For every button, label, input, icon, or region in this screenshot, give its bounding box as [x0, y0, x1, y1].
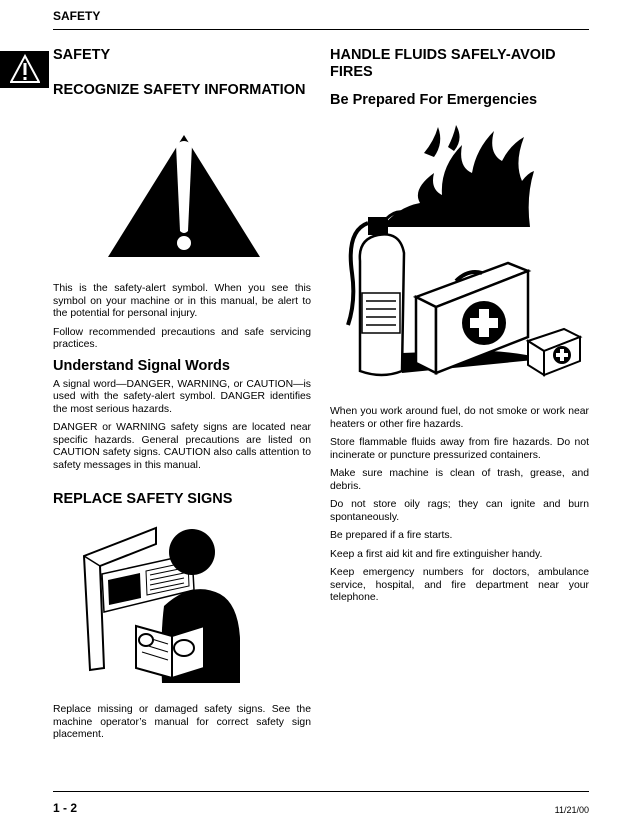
footer-rule — [53, 791, 589, 792]
replace-safety-signs-title: REPLACE SAFETY SIGNS — [53, 491, 233, 507]
emergency-paragraph-3: Make sure machine is clean of trash, grease, and debris. — [330, 468, 589, 492]
signal-paragraph-2: DANGER or WARNING safety signs are located near specific hazards. General precautions are listed on CAUTION safety signs. CAUTION also calls attention to safety messages in this manual. — [53, 422, 311, 471]
replace-paragraph-1: Replace missing or damaged safety signs. See the machine operator’s manual for correct safety sign placement. — [53, 704, 311, 740]
page-number: 1 - 2 — [53, 801, 78, 815]
reading-safety-sign-illustration — [80, 518, 245, 683]
emergency-paragraph-5: Be prepared if a fire starts. — [330, 530, 453, 541]
emergency-paragraph-7: Keep emergency numbers for doctors, ambulance service, hospital, and fire department near your telephone. — [330, 567, 589, 603]
recognize-paragraph-2: Follow recommended precautions and safe servicing practices. — [53, 326, 311, 350]
section-tab — [0, 51, 49, 88]
signal-paragraph-1: A signal word—DANGER, WARNING, or CAUTION—is used with the safety-alert symbol. DANGER identifies the most serious hazards. — [53, 378, 311, 415]
recognize-title: RECOGNIZE SAFETY INFORMATION — [53, 82, 306, 98]
replace-body — [53, 704, 311, 748]
signal-words-title: Understand Signal Words — [53, 357, 230, 374]
recognize-paragraph-1: This is the safety-alert symbol. When you see this symbol on your machine or in this manual, be alert to the potential for personal injury. — [53, 283, 311, 319]
section-title: SAFETY — [53, 47, 111, 63]
emergency-paragraph-4: Do not store oily rags; they can ignite and burn spontaneously. — [330, 499, 589, 523]
right-column — [330, 40, 589, 109]
left-column-body — [53, 283, 311, 478]
emergency-paragraph-6: Keep a first aid kit and fire extinguisher handy. — [330, 548, 543, 560]
header-rule — [53, 29, 589, 30]
safety-alert-symbol-icon — [106, 133, 262, 259]
handle-fluids-title: HANDLE FLUIDS SAFELY-AVOID FIRES — [330, 47, 556, 80]
revision-date: 11/21/00 — [554, 805, 589, 815]
warning-triangle-icon — [10, 54, 40, 84]
emergency-paragraph-2: Store flammable fluids away from fire hazards. Do not incinerate or puncture pressurized containers. — [330, 437, 589, 461]
emergency-paragraph-1: When you work around fuel, do not smoke or work near heaters or other fire hazards. — [330, 406, 589, 430]
replace-section — [53, 491, 311, 508]
be-prepared-title: Be Prepared For Emergencies — [330, 92, 538, 108]
left-column — [53, 40, 311, 99]
emergency-body — [330, 406, 589, 611]
page-header-label: SAFETY — [53, 9, 101, 23]
fire-extinguisher-first-aid-illustration — [338, 123, 584, 385]
